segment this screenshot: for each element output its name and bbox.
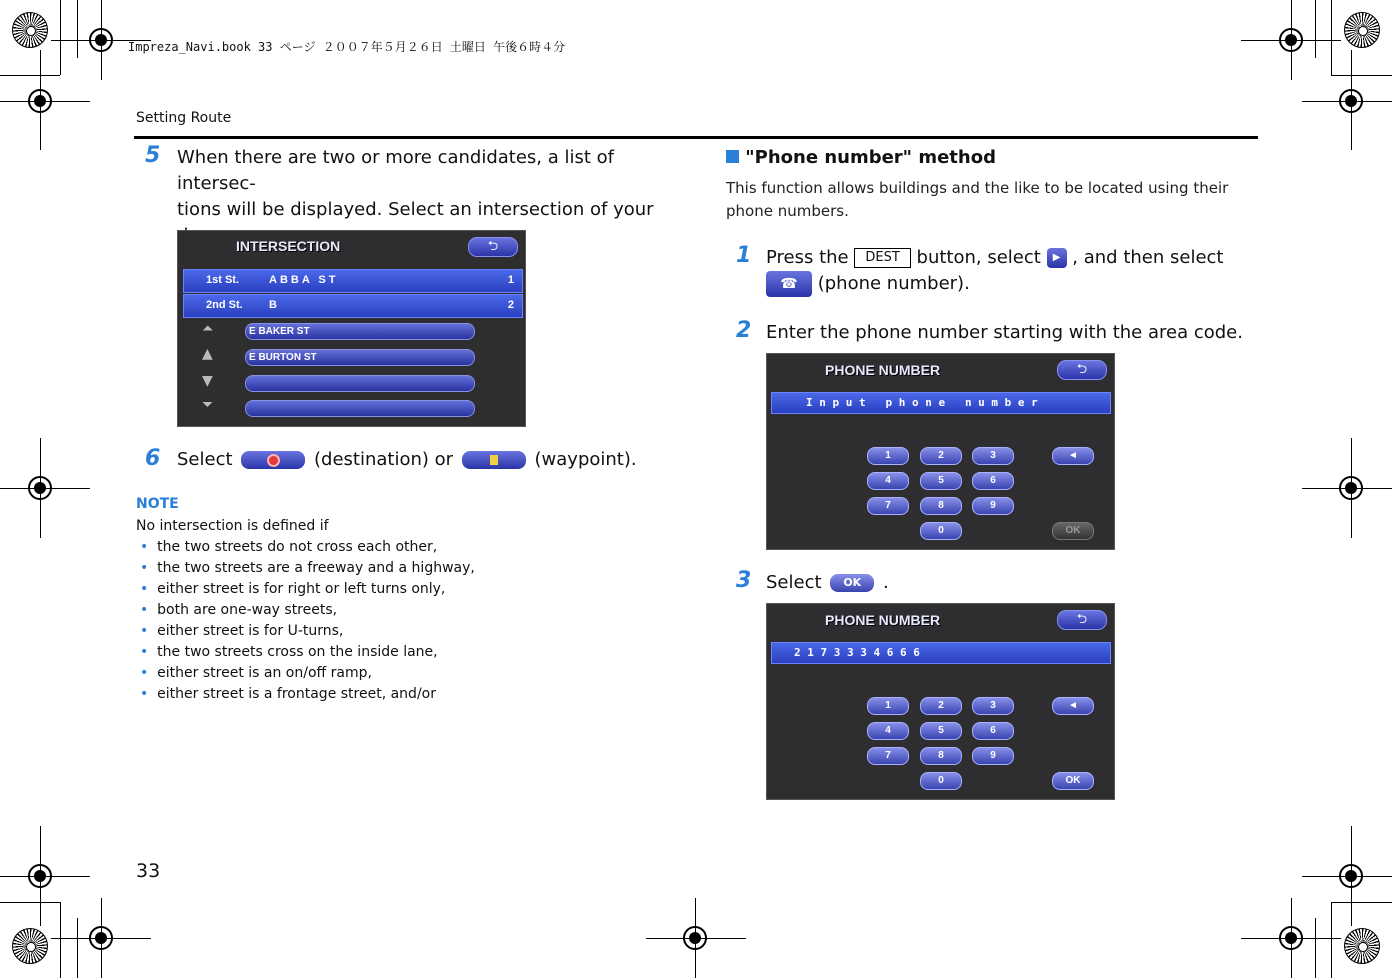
step-3-suffix: . bbox=[883, 572, 889, 593]
key-7[interactable]: 7 bbox=[867, 497, 909, 515]
bullet-text: either street is an on/off ramp, bbox=[157, 665, 372, 681]
step-1-line2-text: (phone number). bbox=[817, 273, 970, 294]
note-bullets bbox=[140, 537, 475, 705]
square-bullet-icon bbox=[726, 150, 739, 163]
bullet-text: the two streets do not cross each other, bbox=[157, 539, 438, 555]
crop-mark bbox=[60, 902, 61, 978]
screen-title: INTERSECTION bbox=[236, 238, 341, 254]
phone-number-screenshot-filled bbox=[766, 603, 1115, 800]
key-2[interactable]: 2 bbox=[920, 697, 962, 715]
note-bullet-item bbox=[140, 558, 475, 579]
step-6-mid: (destination) or bbox=[314, 449, 454, 470]
crop-mark bbox=[1331, 0, 1332, 75]
row-index: 1 bbox=[507, 274, 514, 286]
ok-key[interactable]: OK bbox=[1052, 772, 1094, 790]
next-page-button[interactable]: ▶ bbox=[1047, 248, 1067, 268]
key-5[interactable]: 5 bbox=[920, 472, 962, 490]
bullet-text: either street is for U-turns, bbox=[157, 623, 344, 639]
waypoint-button[interactable] bbox=[462, 451, 526, 469]
ok-key[interactable]: OK bbox=[1052, 522, 1094, 540]
key-0[interactable]: 0 bbox=[920, 522, 962, 540]
backspace-key[interactable]: ◄ bbox=[1052, 697, 1094, 715]
bullet-icon: • bbox=[140, 665, 149, 681]
note-bullet-item bbox=[140, 537, 475, 558]
row-label: 1st St. bbox=[206, 274, 240, 286]
note-bullet-item bbox=[140, 621, 475, 642]
phone-number-button[interactable] bbox=[766, 271, 812, 297]
note-bullet-item bbox=[140, 600, 475, 621]
bullet-text: the two streets cross on the inside lane, bbox=[157, 644, 438, 660]
section-heading-text: "Phone number" method bbox=[745, 147, 996, 168]
back-button[interactable]: ⮌ bbox=[468, 237, 518, 257]
bullet-text: either street is a frontage street, and/or bbox=[157, 686, 436, 702]
phone-input-text: I n p u t p h o n e n u m b e r bbox=[806, 396, 1038, 409]
destination-icon bbox=[267, 454, 280, 467]
page-up-icon[interactable]: ⏶ bbox=[202, 321, 214, 337]
bullet-icon: • bbox=[140, 623, 149, 639]
key-7[interactable]: 7 bbox=[867, 747, 909, 765]
bullet-text: either street is for right or left turns only, bbox=[157, 581, 446, 597]
ok-button[interactable]: OK bbox=[830, 574, 874, 592]
row-value: ABBA ST bbox=[269, 274, 339, 286]
waypoint-flag-icon bbox=[490, 455, 498, 465]
step-number-5: 5 bbox=[145, 143, 161, 168]
step-1-text bbox=[766, 245, 1223, 271]
key-9[interactable]: 9 bbox=[972, 497, 1014, 515]
screen-title: PHONE NUMBER bbox=[825, 612, 941, 628]
back-button[interactable]: ⮌ bbox=[1057, 360, 1107, 380]
key-9[interactable]: 9 bbox=[972, 747, 1014, 765]
step-1-suffix: , and then select bbox=[1072, 247, 1224, 268]
phone-input-text: 2 1 7 3 3 3 4 6 6 6 bbox=[794, 646, 920, 659]
key-3[interactable]: 3 bbox=[972, 447, 1014, 465]
step-1-mid: button, select bbox=[916, 247, 1041, 268]
back-button[interactable]: ⮌ bbox=[1057, 610, 1107, 630]
step-number-6: 6 bbox=[145, 446, 161, 471]
key-3[interactable]: 3 bbox=[972, 697, 1014, 715]
key-1[interactable]: 1 bbox=[867, 697, 909, 715]
phone-number-screenshot-empty bbox=[766, 353, 1115, 550]
step-6-prefix: Select bbox=[177, 449, 233, 470]
step-number-1: 1 bbox=[736, 243, 752, 268]
key-1[interactable]: 1 bbox=[867, 447, 909, 465]
registration-mark-icon bbox=[89, 926, 113, 950]
crop-mark bbox=[1331, 902, 1392, 903]
row-index: 2 bbox=[507, 299, 514, 311]
crop-mark bbox=[60, 0, 61, 75]
bullet-text: the two streets are a freeway and a highway, bbox=[157, 560, 475, 576]
key-5[interactable]: 5 bbox=[920, 722, 962, 740]
street-list-item[interactable] bbox=[245, 400, 475, 417]
bullet-icon: • bbox=[140, 560, 149, 576]
page-down-icon[interactable]: ⏷ bbox=[202, 397, 214, 413]
street-list-item[interactable]: E BAKER ST bbox=[245, 323, 475, 340]
bullet-icon: • bbox=[140, 686, 149, 702]
section-title: Setting Route bbox=[136, 110, 232, 126]
section-intro bbox=[726, 177, 1228, 223]
registration-mark-icon bbox=[28, 864, 52, 888]
step-3-text bbox=[766, 570, 889, 596]
phone-input-field[interactable] bbox=[771, 392, 1111, 414]
crop-mark bbox=[1315, 918, 1316, 978]
bullet-icon: • bbox=[140, 644, 149, 660]
street-list-item[interactable] bbox=[245, 375, 475, 392]
note-bullet-item bbox=[140, 663, 475, 684]
intersection-row-1[interactable] bbox=[183, 269, 523, 293]
key-4[interactable]: 4 bbox=[867, 472, 909, 490]
key-4[interactable]: 4 bbox=[867, 722, 909, 740]
step-6-suffix: (waypoint). bbox=[534, 449, 637, 470]
crop-mark bbox=[77, 0, 78, 58]
registration-mark-icon bbox=[89, 28, 113, 52]
intro-line: This function allows buildings and the like to be located using their bbox=[726, 179, 1229, 197]
crop-mark bbox=[0, 75, 60, 76]
key-8[interactable]: 8 bbox=[920, 497, 962, 515]
phone-input-field[interactable] bbox=[771, 642, 1111, 664]
print-spiral-icon bbox=[1344, 12, 1380, 48]
print-spiral-icon bbox=[1344, 928, 1380, 964]
street-list-item[interactable]: E BURTON ST bbox=[245, 349, 475, 366]
print-spiral-icon bbox=[12, 928, 48, 964]
intersection-row-2[interactable] bbox=[183, 294, 523, 318]
note-label: NOTE bbox=[136, 496, 179, 512]
step-5-line: tions will be displayed. Select an intersection of your bbox=[177, 199, 654, 220]
step-2-text: Enter the phone number starting with the area code. bbox=[766, 322, 1243, 343]
registration-mark-icon bbox=[1339, 89, 1363, 113]
step-1-line2 bbox=[766, 271, 970, 297]
scroll-up-icon[interactable]: ▲ bbox=[202, 346, 213, 362]
note-bullet-item bbox=[140, 684, 475, 705]
page-number: 33 bbox=[136, 860, 161, 882]
registration-mark-icon bbox=[1279, 28, 1303, 52]
crop-mark bbox=[1331, 75, 1392, 76]
phone-icon: ☎ bbox=[780, 276, 798, 292]
registration-mark-icon bbox=[1279, 926, 1303, 950]
note-bullet-item bbox=[140, 579, 475, 600]
bullet-text: both are one-way streets, bbox=[157, 602, 338, 618]
registration-mark-icon bbox=[683, 926, 707, 950]
registration-mark-icon bbox=[1339, 864, 1363, 888]
header-rule bbox=[134, 136, 1258, 139]
step-1-prefix: Press the bbox=[766, 247, 849, 268]
bullet-icon: • bbox=[140, 581, 149, 597]
bullet-icon: • bbox=[140, 539, 149, 555]
intro-line: phone numbers. bbox=[726, 202, 849, 220]
crop-mark bbox=[0, 902, 60, 903]
dest-button[interactable]: DEST bbox=[854, 248, 910, 268]
note-bullet-item bbox=[140, 642, 475, 663]
key-6[interactable]: 6 bbox=[972, 472, 1014, 490]
step-number-2: 2 bbox=[736, 318, 752, 343]
print-spiral-icon bbox=[12, 12, 48, 48]
step-3-prefix: Select bbox=[766, 572, 822, 593]
row-value: B bbox=[269, 299, 277, 311]
print-slug: Impreza_Navi.book 33 ページ ２００７年５月２６日 土曜日 午後６時４分 bbox=[128, 40, 566, 54]
intersection-screenshot bbox=[177, 230, 526, 427]
backspace-key[interactable]: ◄ bbox=[1052, 447, 1094, 465]
key-6[interactable]: 6 bbox=[972, 722, 1014, 740]
key-2[interactable]: 2 bbox=[920, 447, 962, 465]
section-heading bbox=[726, 147, 996, 168]
crop-mark bbox=[1331, 902, 1332, 978]
key-0[interactable]: 0 bbox=[920, 772, 962, 790]
key-8[interactable]: 8 bbox=[920, 747, 962, 765]
scroll-down-icon[interactable]: ▼ bbox=[202, 373, 213, 389]
registration-mark-icon bbox=[28, 89, 52, 113]
step-6-text bbox=[177, 447, 637, 473]
bullet-icon: • bbox=[140, 602, 149, 618]
crop-mark bbox=[1315, 0, 1316, 58]
destination-button[interactable] bbox=[241, 451, 305, 469]
crop-mark bbox=[77, 918, 78, 978]
row-label: 2nd St. bbox=[206, 299, 243, 311]
screen-title: PHONE NUMBER bbox=[825, 362, 941, 378]
step-5-line: When there are two or more candidates, a list of intersec- bbox=[177, 147, 615, 194]
registration-mark-icon bbox=[1339, 476, 1363, 500]
step-number-3: 3 bbox=[736, 568, 752, 593]
registration-mark-icon bbox=[28, 476, 52, 500]
note-intro: No intersection is defined if bbox=[136, 518, 329, 534]
